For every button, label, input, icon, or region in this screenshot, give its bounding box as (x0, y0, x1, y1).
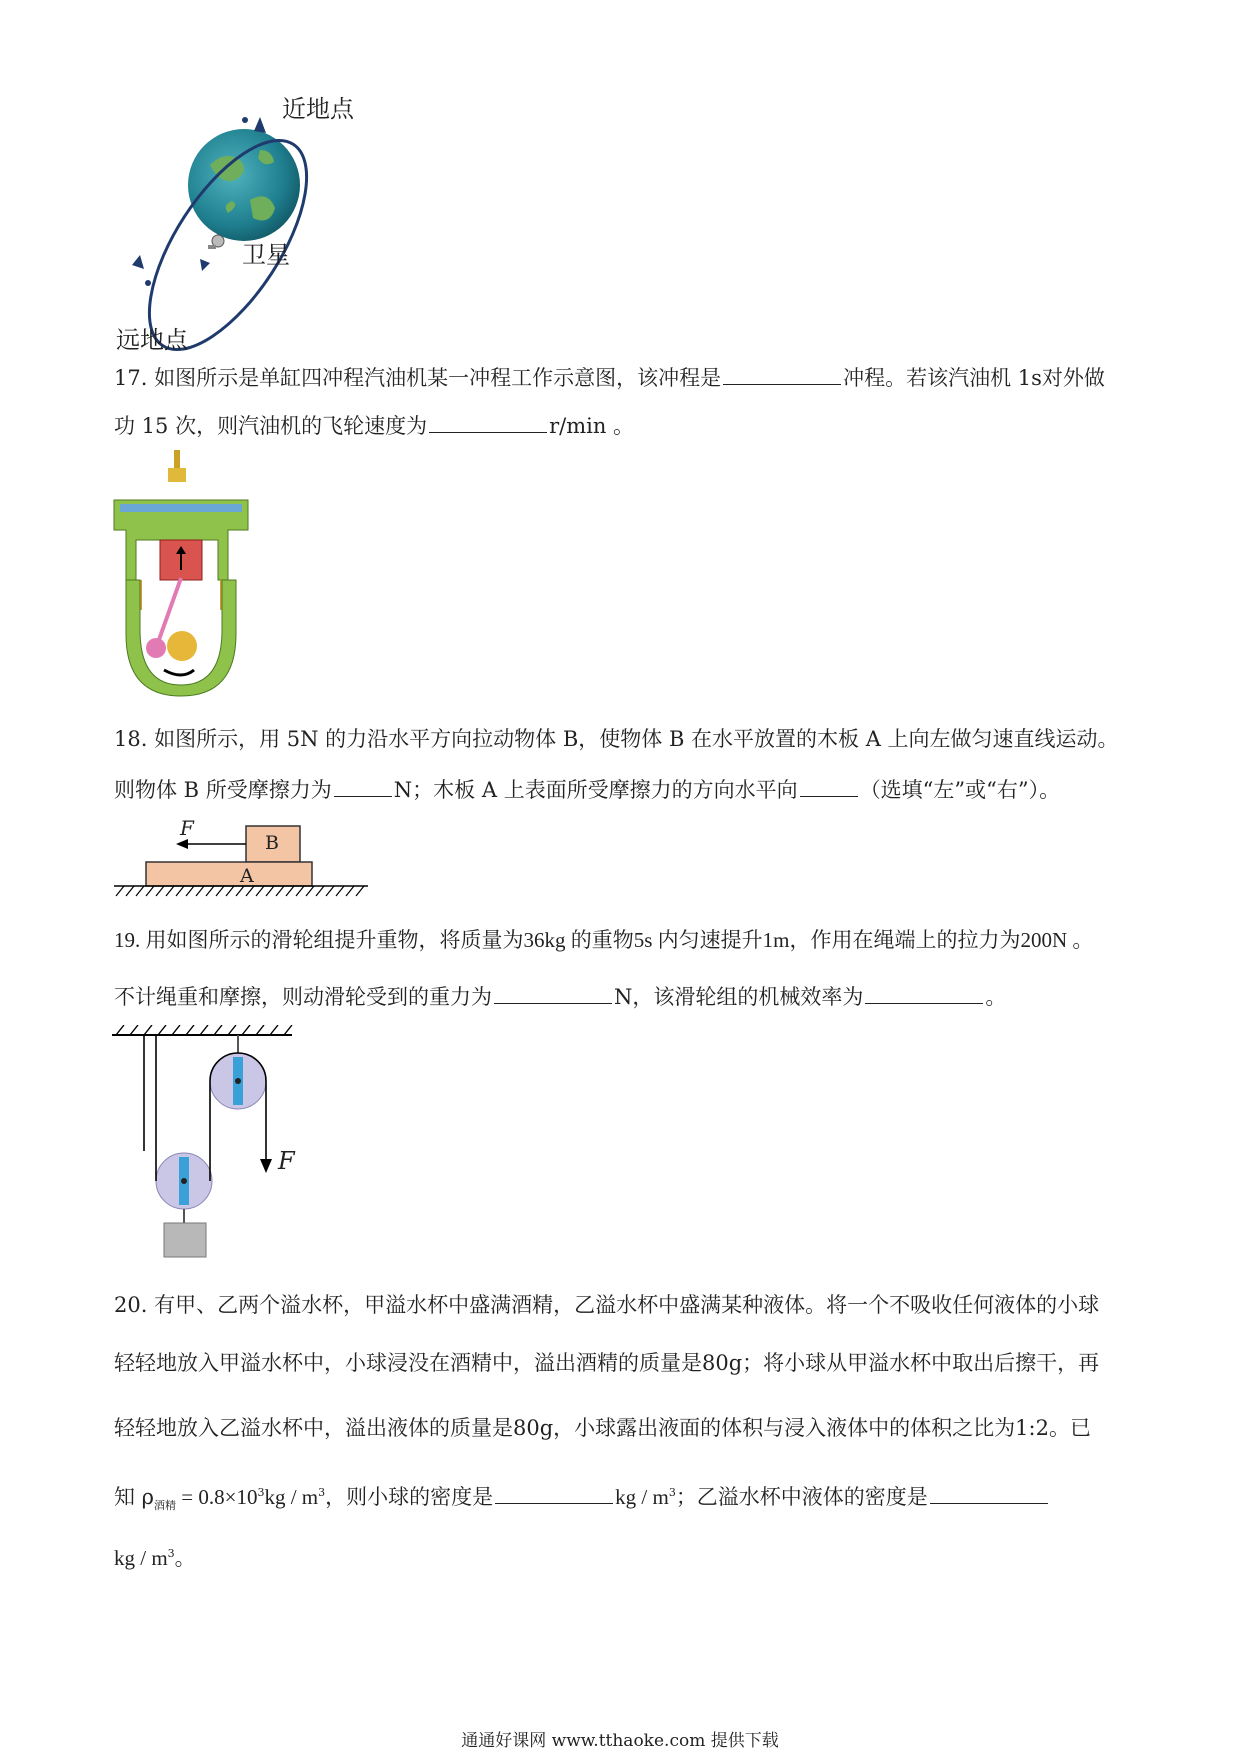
q20-line5: kg / $m^3$。 (114, 1546, 196, 1570)
q20-line4: 知 $\rho_{酒精} = 0.8\times 10^3kg / m^3$，则小球的密度是 kg / $m^3$；乙溢水杯中液体的密度是 (114, 1485, 1050, 1508)
q19-blank-2 (865, 985, 983, 1004)
engine-figure (112, 450, 250, 700)
q17-line2: 功 15 次，则汽油机的飞轮速度为 r/min 。 (114, 414, 635, 438)
q18-blank-2 (800, 778, 858, 797)
perigee-label: 近地点 (282, 95, 354, 123)
q20-blank-1 (495, 1485, 613, 1504)
satellite-icon (208, 235, 224, 249)
apogee-label: 远地点 (116, 326, 188, 354)
page-footer: 通通好课网 www.tthaoke.com 提供下载 (461, 1731, 779, 1751)
board-a-label: A (240, 865, 254, 887)
orbit-diagram (110, 95, 370, 355)
ground-hatch (116, 886, 364, 896)
earth-icon (188, 129, 300, 241)
q18-blank-1 (334, 778, 392, 797)
q19-line2: 不计绳重和摩擦，则动滑轮受到的重力为 N，该滑轮组的机械效率为 。 (114, 985, 1007, 1009)
movable-pulley (156, 1153, 212, 1209)
q20-line1: 20. 有甲、乙两个溢水杯，甲溢水杯中盛满酒精，乙溢水杯中盛满某种液体。将一个不吸收任何液体的小球 (114, 1293, 1100, 1317)
block-b-label: B (265, 832, 279, 854)
q18-line1: 18. 如图所示，用 5N 的力沿水平方向拉动物体 B，使物体 B 在水平放置的木板 A 上向左做匀速直线运动。 (114, 727, 1119, 751)
q17-blank-2 (429, 414, 547, 433)
satellite-label: 卫星 (242, 241, 290, 269)
engine-diagram (112, 450, 250, 700)
q19-line1: 19. 用如图所示的滑轮组提升重物，将质量为36kg 的重物5s 内匀速提升1m，作用在绳端上的拉力为200N 。 (114, 928, 1094, 952)
q20-line3: 轻轻地放入乙溢水杯中，溢出液体的质量是80g，小球露出液面的体积与浸入液体中的体积之比为1:2。已 (114, 1416, 1091, 1440)
q19-blank-1 (494, 985, 612, 1004)
weight-block (164, 1223, 206, 1257)
force-label: F (180, 816, 194, 840)
q17-line1: 17. 如图所示是单缸四冲程汽油机某一冲程工作示意图，该冲程是 冲程。若该汽油机 1s对外做 (114, 366, 1105, 390)
pulley-figure (112, 1025, 312, 1275)
q17-blank-1 (723, 366, 841, 385)
q20-blank-2 (930, 1485, 1048, 1504)
pulley-force-label: F (278, 1147, 295, 1175)
orbit-figure (110, 95, 370, 355)
friction-figure (112, 818, 378, 898)
ceiling-hatch (116, 1025, 292, 1035)
q20-line2: 轻轻地放入甲溢水杯中，小球浸没在酒精中，溢出酒精的质量是80g；将小球从甲溢水杯中取出后擦干，再 (114, 1351, 1100, 1375)
board-a (146, 862, 312, 886)
q18-line2: 则物体 B 所受摩擦力为 N；木板 A 上表面所受摩擦力的方向水平向 （选填“左”或“右”）。 (114, 778, 1061, 802)
